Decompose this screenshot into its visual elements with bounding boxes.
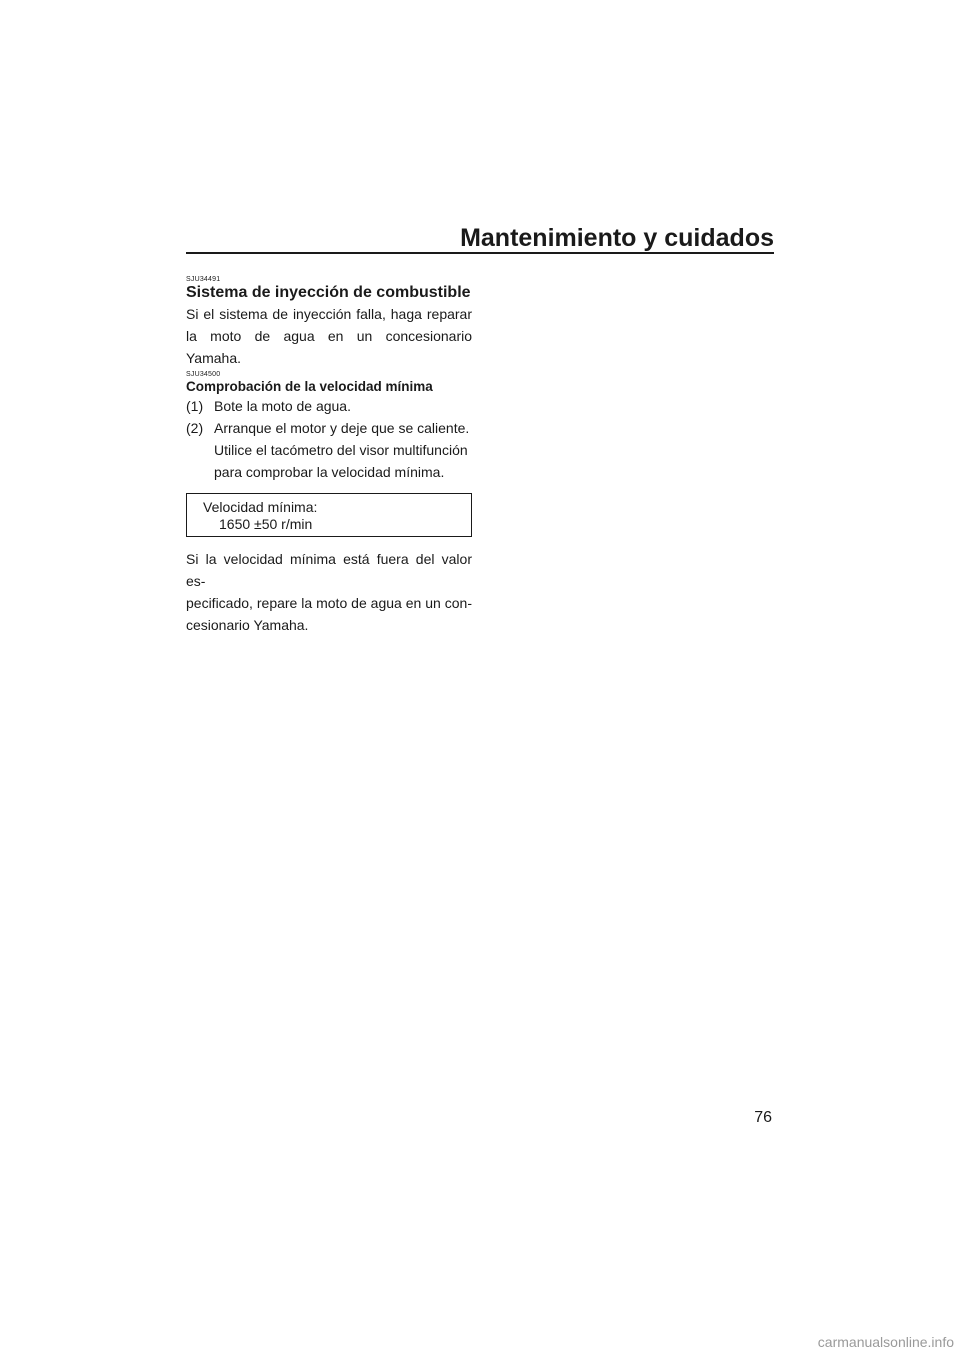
header-rule (186, 252, 774, 254)
spec-label: Velocidad mínima: (203, 499, 318, 515)
paragraph-line: la moto de agua en un concesionario (186, 328, 472, 344)
page-title: Mantenimiento y cuidados (460, 224, 774, 252)
paragraph-line: Si la velocidad mínima está fuera del valor es- (186, 551, 472, 589)
list-item (186, 395, 472, 417)
step-text: Arranque el motor y deje que se caliente. (214, 420, 470, 436)
step-continuation: Utilice el tacómetro del visor multifunción (214, 442, 468, 458)
paragraph-line: cesionario Yamaha. (186, 617, 309, 633)
step-continuation: para comprobar la velocidad mínima. (214, 464, 445, 480)
content-column (186, 276, 472, 636)
page-number: 76 (754, 1109, 772, 1126)
list-item (186, 417, 472, 439)
spec-value: 1650 ±50 r/min (219, 516, 313, 532)
section-heading-fuel-injection: Sistema de inyección de combustible (186, 284, 471, 301)
step-text: Bote la moto de agua. (214, 398, 351, 414)
paragraph-line: Si el sistema de inyección falla, haga reparar (186, 306, 472, 322)
paragraph-line: pecificado, repare la moto de agua en un con- (186, 595, 472, 611)
step-number: (2) (186, 420, 204, 436)
section-code: SJU34491 (186, 276, 221, 283)
section-heading-idle-speed: Comprobación de la velocidad mínima (186, 379, 433, 394)
watermark[interactable]: carmanualsonline.info (817, 1334, 954, 1350)
section-code: SJU34500 (186, 371, 221, 378)
spec-box (186, 493, 472, 537)
paragraph-line: Yamaha. (186, 350, 241, 366)
step-number: (1) (186, 398, 204, 414)
